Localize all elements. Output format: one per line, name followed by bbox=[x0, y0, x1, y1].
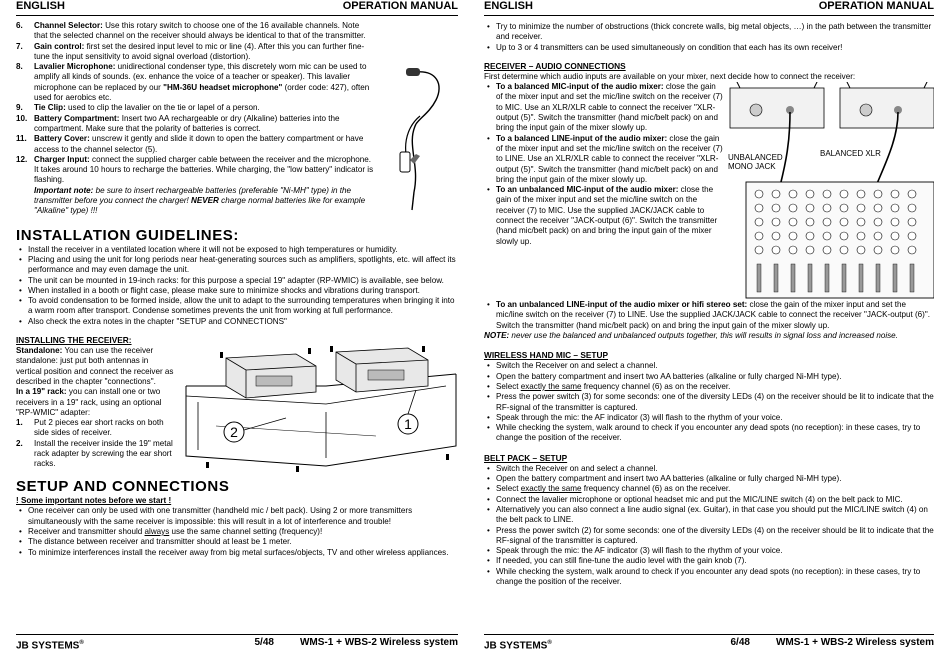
rack-paragraph: In a 19" rack: you can install one or two receivers in a 19" rack, using an optional "RP-WMIC" adapter: bbox=[16, 387, 162, 417]
callout-2: 2 bbox=[230, 424, 238, 441]
belt-pack-setup-title: BELT PACK – SETUP bbox=[484, 452, 568, 463]
hand-mic-step: • Switch the Receiver on and select a channel. bbox=[496, 361, 934, 371]
belt-pack-setup-list bbox=[484, 464, 934, 588]
belt-pack-step: • Select exactly the same frequency channel (6) as on the receiver. bbox=[496, 484, 934, 494]
receiver-unit-right bbox=[336, 348, 428, 392]
setup-bullet: • The distance between receiver and transmitter should at least be 1 meter. bbox=[28, 537, 458, 547]
receiver-connections-section bbox=[484, 82, 934, 331]
connection-option: • To a balanced MIC-input of the audio mixer: close the gain of the mixer input and set the mic/line switch on the receiver (7) to MIC. Use an XLR/XLR cable to connect the receiver "XLR-output (5)". Switch the transmitter (hand mic/belt pack) on and bring the input gain of the mixer slowly up. bbox=[496, 82, 934, 133]
installing-receiver-title: INSTALLING THE RECEIVER: bbox=[16, 335, 132, 346]
unbalanced-jack-label: UNBALANCED MONO JACK bbox=[728, 153, 783, 172]
hand-mic-step: • While checking the system, walk around to check if you encounter any dead spots (no reception): in these cases, try to change the position of the receiver. bbox=[496, 423, 934, 444]
install-bullet: • The unit can be mounted in 19-inch racks: for this purpose a special 19" adapter (RP-WMIC) is available, see below. bbox=[28, 276, 458, 286]
left-page bbox=[0, 0, 470, 654]
hand-mic-step: • Open the battery compartment and insert two AA batteries (alkaline or fully charged Ni-MH type). bbox=[496, 372, 934, 382]
rack-step-1: 1. Put 2 pieces ear short racks on both side sides of receiver. bbox=[16, 418, 164, 438]
header-language: ENGLISH bbox=[16, 0, 65, 12]
receiver-audio-connections-title: RECEIVER – AUDIO CONNECTIONS bbox=[484, 60, 626, 71]
balanced-xlr-label: BALANCED XLR bbox=[820, 149, 881, 159]
wireless-hand-mic-setup-title: WIRELESS HAND MIC – SETUP bbox=[484, 350, 609, 361]
hand-mic-step: • Speak through the mic: the AF indicator (3) will flash to the rhythm of your voice. bbox=[496, 413, 934, 423]
connection-option: • To an unbalanced LINE-input of the audio mixer or hifi stereo set: close the gain of the mixer input and set the mic/line switch on the receiver (7) to LINE. Use the supplied JACK/JACK cable to connect the receiver "JACK-output (6)". Switch the transmitter (hand mic/belt pack) on and bring the input gain of the mixer slowly up. bbox=[496, 300, 934, 331]
setup-bullet: • One receiver can only be used with one transmitter (handheld mic / belt pack). Using 2 or more transmitters simultaneously with the same receiver is impossible: this will result in a lot of interference and trouble! bbox=[28, 506, 458, 527]
belt-pack-step: • Switch the Receiver on and select a channel. bbox=[496, 464, 934, 474]
part-item-11: 11. Battery Cover: unscrew it gently and slide it down to open the battery compartment or have access to the channel selector (5). bbox=[16, 134, 364, 154]
receiver-connections-intro: First determine which audio inputs are available on your mixer, next decide how to connect the receiver: bbox=[484, 71, 856, 81]
install-bullet: • Install the receiver in a ventilated location where it will not be exposed to high temperatures or humidity. bbox=[28, 245, 458, 255]
part-item-6: 6. Channel Selector: Use this rotary switch to choose one of the 16 available channels. Note that the selected channel on the receiver should always be identical to that of the transmitter. bbox=[16, 21, 366, 41]
header-language: ENGLISH bbox=[484, 0, 533, 12]
parts-section bbox=[16, 16, 458, 217]
left-footer bbox=[16, 634, 458, 651]
header-manual-title: OPERATION MANUAL bbox=[818, 0, 934, 12]
setup-bullet: • To minimize interferences install the receiver away from big metal surfaces/objects, TV and other wireless appliances. bbox=[28, 548, 458, 558]
connection-option: • To a balanced LINE-input of the audio mixer: close the gain of the mixer input and set the mic/line switch on the receiver (7) to LINE. Use an XLR/XLR cable to connect the receiver "XLR-output (5)". Switch the transmitter (hand mic/belt pack) on and bring the input gain of the mixer slowly up. bbox=[496, 134, 934, 185]
placement-bullet: • Try to minimize the number of obstructions (thick concrete walls, big metal objects, …) in the path between the transmitter and receiver. bbox=[496, 22, 934, 43]
setup-notes-list bbox=[16, 506, 458, 557]
install-bullet: • To avoid condensation to be formed inside, allow the unit to adapt to the surrounding temperatures when bringing it into a warm room after transport. Condense sometimes prevents the unit from working at full performance. bbox=[28, 296, 458, 317]
footer-brand: JB SYSTEMS® bbox=[16, 640, 84, 652]
belt-pack-step: • Press the power switch (2) for some seconds: one of the diversity LEDs (4) on the receiver should be lit to indicate that the RF-signal of the transmitter is captured. bbox=[496, 526, 934, 547]
footer-page-number: 5/48 bbox=[254, 637, 274, 648]
placement-bullet: • Up to 3 or 4 transmitters can be used simultaneously on condition that each has its own receiver! bbox=[496, 43, 934, 53]
rack-step-2: 2. Install the receiver inside the 19" metal rack adapter by screwing the ear short racks. bbox=[16, 438, 173, 469]
placement-tips-list bbox=[484, 22, 934, 53]
lavalier-mic-illustration bbox=[376, 64, 458, 214]
hand-mic-setup-list bbox=[484, 361, 934, 443]
callout-1: 1 bbox=[404, 416, 412, 433]
part-item-8: 8. Lavalier Microphone: unidirectional condenser type, this discretely worn mic can be used to amplify all kinds of sounds. (ex. enhance the voice of a teacher or speaker). This lavalier microphone can be replaced by our "HM-36U headset microphone" (order code: 427), often used for aerobics etc. bbox=[16, 62, 370, 103]
install-guidelines-title: INSTALLATION GUIDELINES: bbox=[16, 226, 240, 244]
part-item-12: 12. Charger Input: connect the supplied charger cable between the receiver and the microphone. It takes around 10 hours to recharge the batteries. While charging, the "low battery" indicator is flashing. Important note: be sure to insert rechargeable batteries (preferable "Ni-MH" type) in the transmitter before you connect the charger! NEVER charge normal batteries like for example "Alkaline" type) !!! bbox=[16, 154, 374, 216]
install-bullet: • When installed in a booth or flight case, please make sure to minimize shocks and vibrations during transport. bbox=[28, 286, 458, 296]
footer-page-number: 6/48 bbox=[730, 637, 750, 648]
left-header bbox=[16, 0, 458, 16]
rack-mount-diagram bbox=[176, 346, 458, 474]
part-item-9: 9. Tie Clip: used to clip the lavalier on the tie or lapel of a person. bbox=[16, 103, 260, 113]
footer-brand: JB SYSTEMS® bbox=[484, 640, 552, 652]
connection-note: NOTE: never use the balanced and unbalanced outputs together, this will results in signal loss and increased noise. bbox=[484, 331, 898, 341]
setup-bullet: • Receiver and transmitter should always use the same channel setting (frequency)! bbox=[28, 527, 458, 537]
belt-pack-step: • Speak through the mic: the AF indicator (3) will flash to the rhythm of your voice. bbox=[496, 546, 934, 556]
installing-receiver-section bbox=[16, 346, 458, 476]
setup-important-note: ! Some important notes before we start ! bbox=[16, 496, 172, 506]
receiver-unit-left bbox=[226, 354, 316, 398]
connection-option: • To an unbalanced MIC-input of the audio mixer: close the gain of the mixer input and set the mic/line switch on the receiver (7) to MIC. Use the supplied JACK/JACK cable to connect the receiver "JACK-output (6)". Switch the transmitter (hand mic/belt pack) on and bring the input gain of the mixer slowly up. bbox=[496, 185, 934, 247]
install-bullet: • Also check the extra notes in the chapter "SETUP and CONNECTIONS" bbox=[28, 317, 458, 327]
footer-product: WMS-1 + WBS-2 Wireless system bbox=[775, 637, 934, 648]
part-item-7: 7. Gain control: first set the desired input level to mic or line (4). After this you can further fine-tune the input sensitivity to avoid signal overload (distortion). bbox=[16, 41, 365, 61]
header-manual-title: OPERATION MANUAL bbox=[342, 0, 458, 12]
belt-pack-step: • Open the battery compartment and insert two AA batteries (alkaline or fully charged Ni-MH type). bbox=[496, 474, 934, 484]
belt-pack-step: • Alternatively you can also connect a line audio signal (ex. Guitar), in that case you should put the MIC/LINE switch (4) on the belt pack to LINE. bbox=[496, 505, 934, 526]
right-page bbox=[480, 0, 950, 654]
footer-product: WMS-1 + WBS-2 Wireless system bbox=[299, 637, 458, 648]
setup-connections-title: SETUP AND CONNECTIONS bbox=[16, 478, 230, 496]
right-header bbox=[484, 0, 934, 16]
hand-mic-step: • Press the power switch (3) for some seconds: one of the diversity LEDs (4) on the receiver should be lit to indicate that the RF-signal of the transmitter is captured. bbox=[496, 392, 934, 413]
install-bullet: • Placing and using the unit for long periods near heat-generating sources such as amplifiers, spotlights, etc. will affect its performance and may even damage the unit. bbox=[28, 255, 458, 276]
part-item-10: 10. Battery Compartment: Insert two AA rechargeable or dry (Alkaline) batteries into the compartment. Make sure that the polarity of batteries is correct. bbox=[16, 113, 340, 133]
belt-pack-step: • If needed, you can still fine-tune the audio level with the gain knob (7). bbox=[496, 556, 934, 566]
belt-pack-step: • Connect the lavalier microphone or optional headset mic and put the MIC/LINE switch (4) on the belt pack to MIC. bbox=[496, 495, 934, 505]
right-footer bbox=[484, 634, 934, 651]
hand-mic-step: • Select exactly the same frequency channel (6) as on the receiver. bbox=[496, 382, 934, 392]
standalone-paragraph: Standalone: You can use the receiver standalone: just put both antennas in vertical position and connect the receiver as described in the chapter "connections". bbox=[16, 346, 174, 386]
install-guidelines-list bbox=[16, 245, 458, 327]
belt-pack-step: • While checking the system, walk around to check if you encounter any dead spots (no reception): in these cases, try to change the position of the receiver. bbox=[496, 567, 934, 588]
